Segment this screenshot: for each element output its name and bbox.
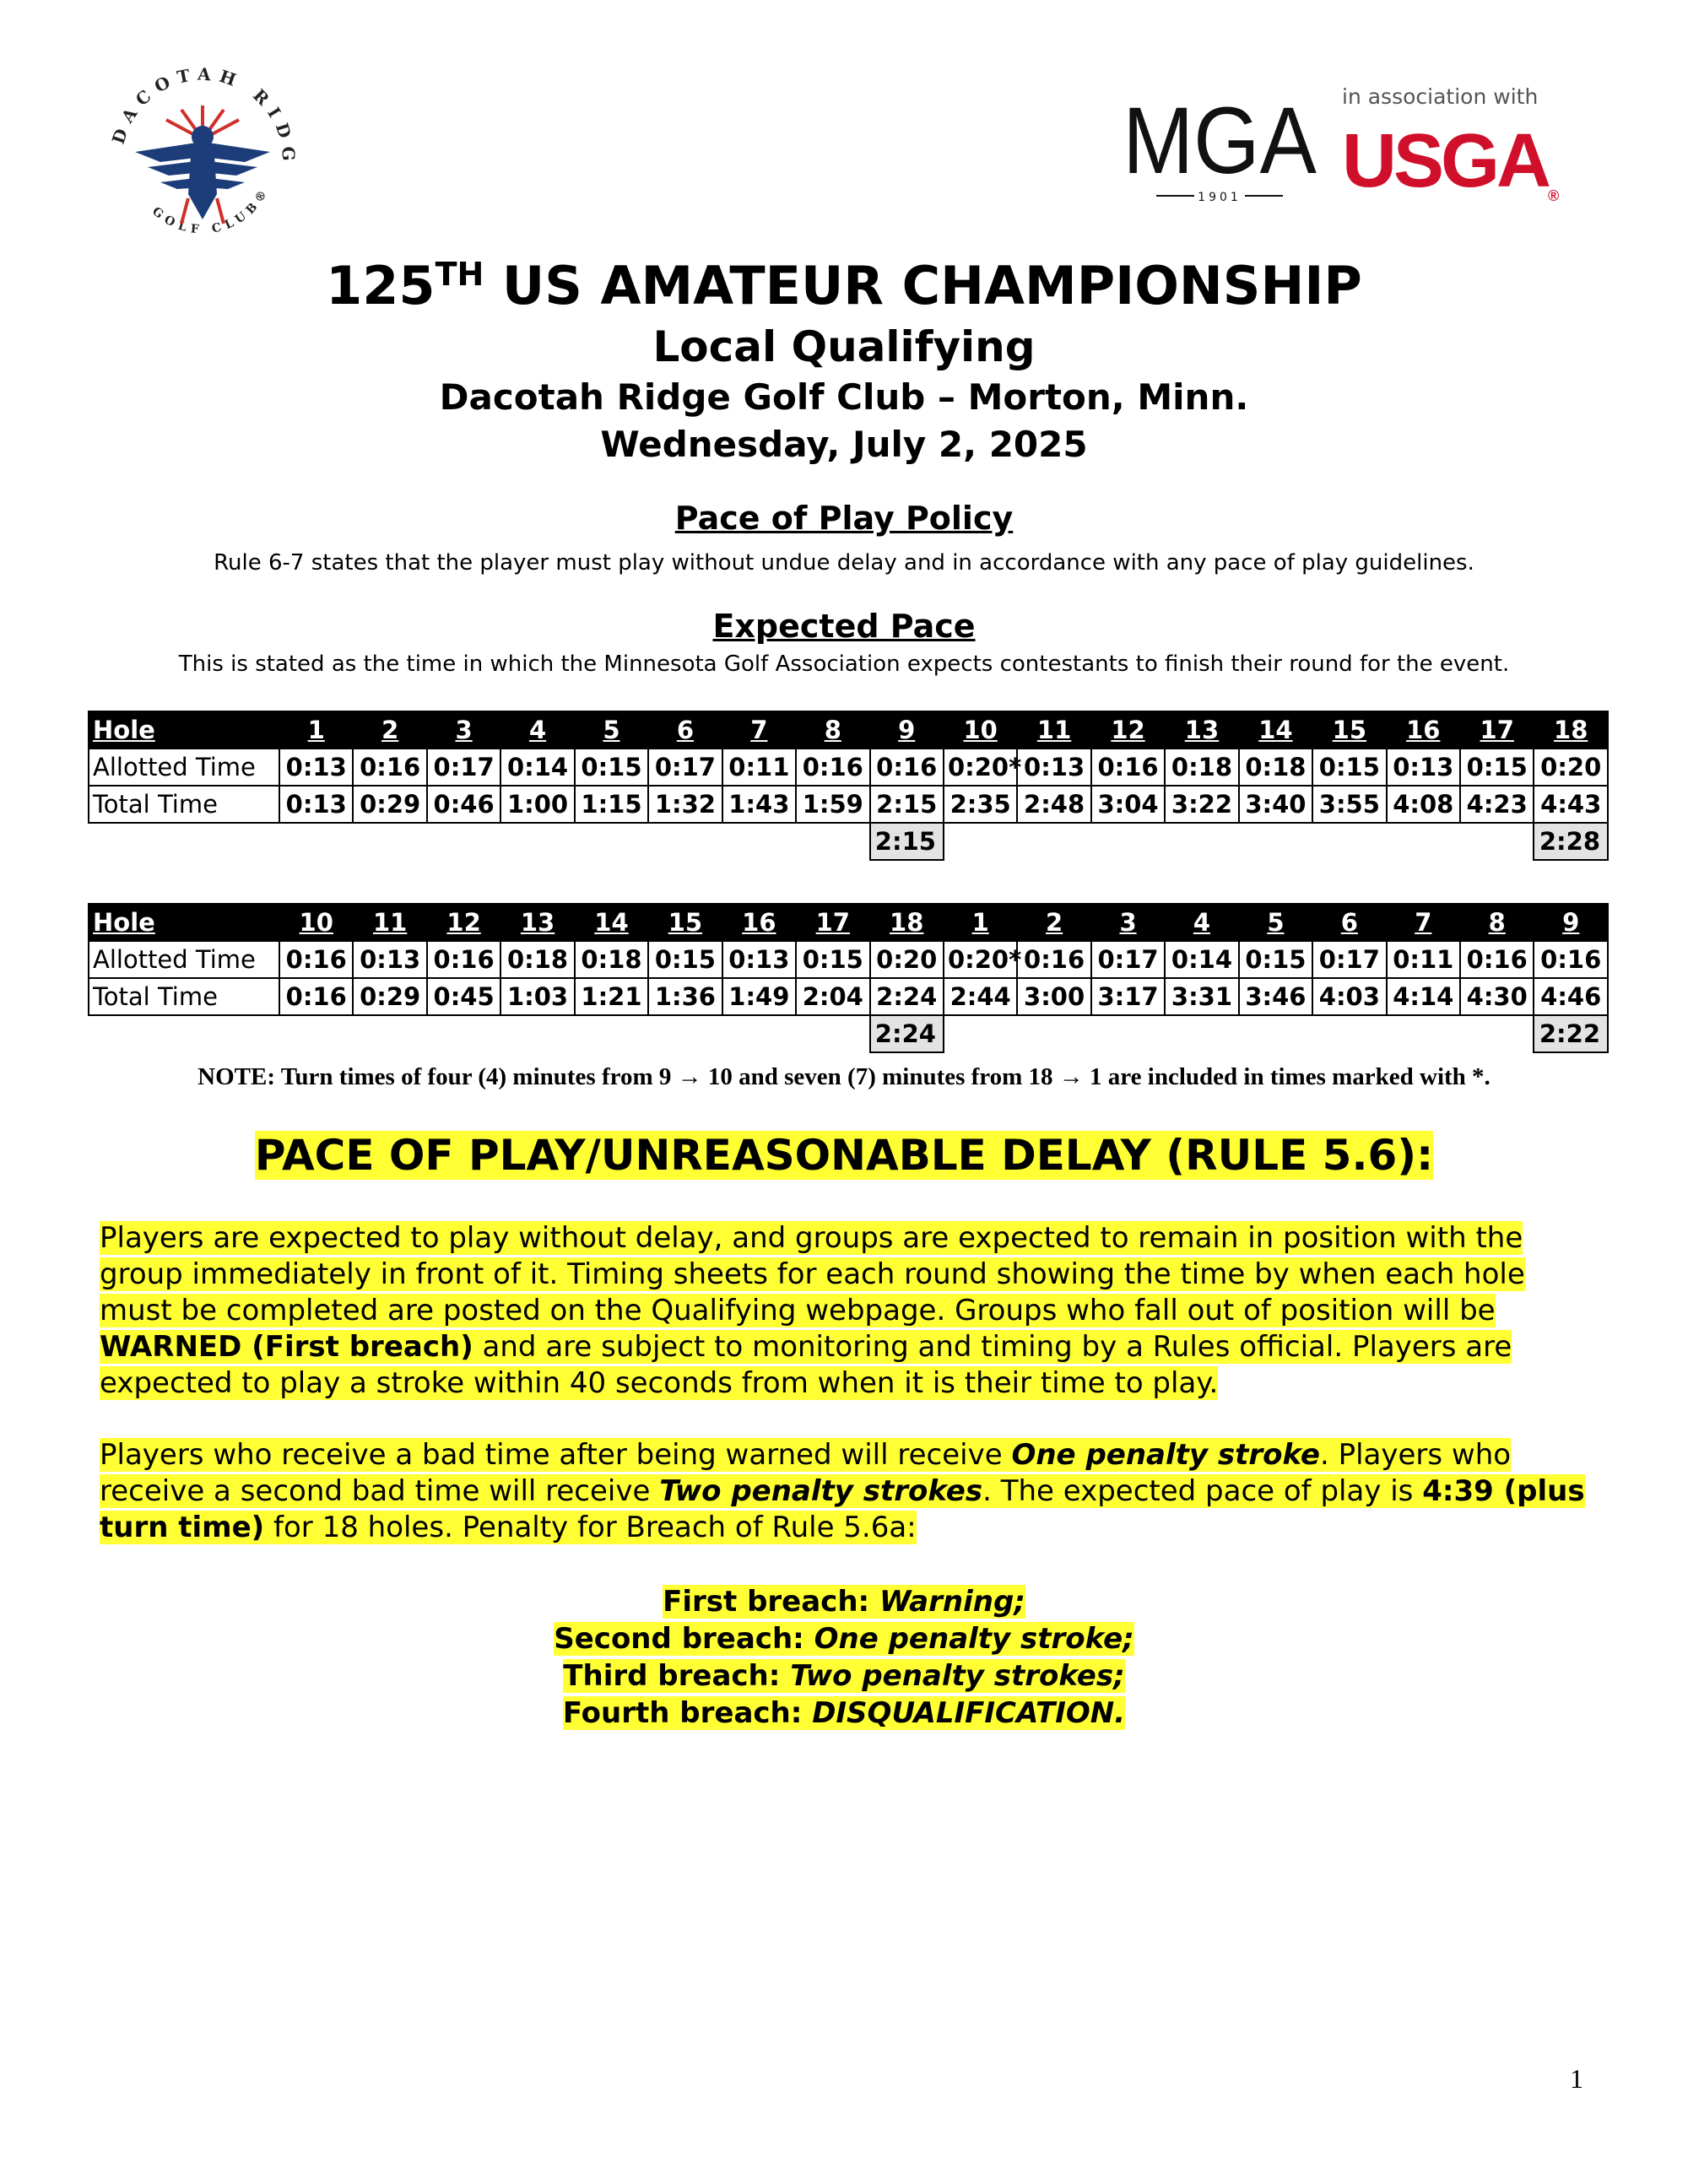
total-time-cell: 4:43: [1534, 786, 1608, 823]
hole-number: 1: [944, 904, 1017, 941]
hole-number: 12: [427, 904, 500, 941]
allotted-time-cell: 0:18: [575, 941, 648, 978]
total-time-cell: 3:40: [1239, 786, 1312, 823]
row-label: Allotted Time: [89, 941, 279, 978]
hole-number: 9: [870, 711, 944, 749]
hole-number: 4: [1165, 904, 1238, 941]
allotted-time-cell: 0:20*: [944, 749, 1017, 786]
hole-number: 12: [1091, 711, 1165, 749]
total-time-cell: 2:48: [1017, 786, 1090, 823]
usga-text: USGA: [1342, 119, 1549, 203]
total-time-cell: 4:30: [1460, 978, 1534, 1015]
allotted-time-cell: 0:16: [796, 749, 869, 786]
total-time-cell: 2:24: [870, 978, 944, 1015]
hole-number: 6: [648, 711, 722, 749]
hole-number: 13: [1165, 711, 1238, 749]
breach-item: Second breach: One penalty stroke;: [554, 1622, 1134, 1656]
allotted-time-cell: 0:18: [1239, 749, 1312, 786]
usga-registered: ®: [1548, 187, 1560, 204]
hole-number: 10: [279, 904, 353, 941]
allotted-time-cell: 0:13: [1017, 749, 1090, 786]
total-time-cell: 1:03: [500, 978, 574, 1015]
hole-number: 5: [575, 711, 648, 749]
total-time-cell: 1:15: [575, 786, 648, 823]
allotted-time-cell: 0:17: [648, 749, 722, 786]
allotted-time-cell: 0:16: [1017, 941, 1090, 978]
nine-subtotal: 2:24: [870, 1015, 944, 1052]
table-row: [89, 904, 1608, 941]
logo-top-text: DACOTAH RIDG: [107, 63, 300, 170]
total-time-cell: 3:55: [1312, 786, 1386, 823]
hole-number: 14: [575, 904, 648, 941]
mga-text: MGA: [1123, 88, 1317, 194]
subtotal-row: [89, 823, 1608, 860]
nine-subtotal: 2:22: [1534, 1015, 1608, 1052]
allotted-time-cell: 0:20: [870, 941, 944, 978]
allotted-time-cell: 0:13: [722, 941, 796, 978]
allotted-time-cell: 0:16: [1460, 941, 1534, 978]
hole-number: 9: [1534, 904, 1608, 941]
allotted-time-cell: 0:13: [1387, 749, 1460, 786]
total-time-cell: 4:08: [1387, 786, 1460, 823]
allotted-time-cell: 0:20: [1534, 749, 1608, 786]
allotted-time-cell: 0:18: [500, 941, 574, 978]
pace-paragraph-1: Players are expected to play without delay, and groups are expected to remain in position with the group immediately in front of it. Timing sheets for each round showing the time by when each hole must be completed are posted on the Qualifying webpage. Groups who fall out of position will be WARNED (First breach) and are subject to monitoring and timing by a Rules official. Players are expected to play a stroke within 40 seconds from when it is their time to play.: [100, 1221, 1525, 1400]
total-time-cell: 3:04: [1091, 786, 1165, 823]
allotted-time-cell: 0:18: [1165, 749, 1238, 786]
page-number: 1: [1570, 2063, 1583, 2094]
total-time-cell: 2:04: [796, 978, 869, 1015]
allotted-time-cell: 0:20*: [944, 941, 1017, 978]
pace-paragraph-2: Players who receive a bad time after being warned will receive One penalty stroke. Players who receive a second bad time will receive Two penalty strokes. The expected pace of play is 4:39 (plus turn time) for 18 holes. Penalty for Breach of Rule 5.6a:: [100, 1438, 1585, 1544]
mga-logo: [1123, 84, 1317, 211]
breach-item: Fourth breach: DISQUALIFICATION.: [562, 1696, 1126, 1730]
allotted-time-cell: 0:17: [427, 749, 500, 786]
subtotal-row: [89, 1015, 1608, 1052]
nine-subtotal: 2:28: [1534, 823, 1608, 860]
row-label: Total Time: [89, 786, 279, 823]
total-time-cell: 1:00: [500, 786, 574, 823]
hole-number: 11: [1017, 711, 1090, 749]
allotted-time-cell: 0:16: [1091, 749, 1165, 786]
hole-number: 13: [500, 904, 574, 941]
dacotah-ridge-logo: [97, 59, 308, 262]
total-time-cell: 1:32: [648, 786, 722, 823]
hole-number: 16: [722, 904, 796, 941]
page-title: 125TH US AMATEUR CHAMPIONSHIP: [326, 255, 1362, 316]
allotted-time-cell: 0:11: [722, 749, 796, 786]
hole-number: 7: [722, 711, 796, 749]
row-label: Hole: [89, 904, 279, 941]
hole-number: 5: [1239, 904, 1312, 941]
nine-subtotal: 2:15: [870, 823, 944, 860]
allotted-time-cell: 0:15: [648, 941, 722, 978]
hole-number: 7: [1387, 904, 1460, 941]
hole-number: 17: [1460, 711, 1534, 749]
total-time-cell: 0:29: [353, 978, 426, 1015]
table-row: [89, 978, 1608, 1015]
allotted-time-cell: 0:11: [1387, 941, 1460, 978]
hole-number: 16: [1387, 711, 1460, 749]
total-time-cell: 3:46: [1239, 978, 1312, 1015]
expected-pace-text: This is stated as the time in which the Minnesota Golf Association expects contestants to finish their round for the event.: [178, 651, 1510, 677]
table-row: [89, 786, 1608, 823]
table-row: [89, 941, 1608, 978]
hole-number: 14: [1239, 711, 1312, 749]
hole-number: 15: [1312, 711, 1386, 749]
hole-number: 2: [1017, 904, 1090, 941]
table-row: [89, 711, 1608, 749]
hole-number: 1: [279, 711, 353, 749]
allotted-time-cell: 0:13: [279, 749, 353, 786]
allotted-time-cell: 0:17: [1091, 941, 1165, 978]
hole-number: 18: [1534, 711, 1608, 749]
allotted-time-cell: 0:15: [796, 941, 869, 978]
row-label: Allotted Time: [89, 749, 279, 786]
allotted-time-cell: 0:16: [279, 941, 353, 978]
pace-of-play-heading: PACE OF PLAY/UNREASONABLE DELAY (RULE 5.6):: [254, 1131, 1434, 1180]
total-time-cell: 3:31: [1165, 978, 1238, 1015]
total-time-cell: 3:00: [1017, 978, 1090, 1015]
hole-number: 4: [500, 711, 574, 749]
allotted-time-cell: 0:14: [1165, 941, 1238, 978]
hole-number: 6: [1312, 904, 1386, 941]
event-date: Wednesday, July 2, 2025: [600, 424, 1088, 465]
row-label: Total Time: [89, 978, 279, 1015]
mga-year: 1901: [1198, 191, 1242, 204]
hole-number: 18: [870, 904, 944, 941]
breach-item: First breach: Warning;: [663, 1585, 1025, 1619]
total-time-cell: 3:22: [1165, 786, 1238, 823]
row-label: Hole: [89, 711, 279, 749]
total-time-cell: 4:14: [1387, 978, 1460, 1015]
allotted-time-cell: 0:15: [1460, 749, 1534, 786]
hole-number: 8: [1460, 904, 1534, 941]
allotted-time-cell: 0:16: [870, 749, 944, 786]
total-time-cell: 1:49: [722, 978, 796, 1015]
allotted-time-cell: 0:15: [1239, 941, 1312, 978]
hole-number: 3: [1091, 904, 1165, 941]
allotted-time-cell: 0:17: [1312, 941, 1386, 978]
total-time-cell: 4:03: [1312, 978, 1386, 1015]
total-time-cell: 1:21: [575, 978, 648, 1015]
pace-table-back: [88, 903, 1609, 1053]
policy-heading: Pace of Play Policy: [674, 500, 1014, 537]
allotted-time-cell: 0:16: [1534, 941, 1608, 978]
hole-number: 3: [427, 711, 500, 749]
total-time-cell: 0:46: [427, 786, 500, 823]
hole-number: 15: [648, 904, 722, 941]
total-time-cell: 0:29: [353, 786, 426, 823]
total-time-cell: 1:59: [796, 786, 869, 823]
total-time-cell: 0:16: [279, 978, 353, 1015]
breach-item: Third breach: Two penalty strokes;: [563, 1659, 1125, 1693]
hole-number: 17: [796, 904, 869, 941]
total-time-cell: 1:36: [648, 978, 722, 1015]
total-time-cell: 2:35: [944, 786, 1017, 823]
association-text: in association with: [1342, 84, 1539, 109]
hole-number: 2: [353, 711, 426, 749]
allotted-time-cell: 0:15: [1312, 749, 1386, 786]
total-time-cell: 2:44: [944, 978, 1017, 1015]
page-subtitle: Local Qualifying: [652, 322, 1036, 371]
total-time-cell: 0:13: [279, 786, 353, 823]
total-time-cell: 4:46: [1534, 978, 1608, 1015]
logo-bottom-text: GOLF CLUB®: [149, 183, 273, 237]
table-row: [89, 749, 1608, 786]
usga-logo: [1342, 118, 1559, 205]
total-time-cell: 2:15: [870, 786, 944, 823]
total-time-cell: 4:23: [1460, 786, 1534, 823]
policy-text: Rule 6-7 states that the player must play without undue delay and in accordance with any pace of play guidelines.: [214, 550, 1474, 576]
venue: Dacotah Ridge Golf Club – Morton, Minn.: [439, 376, 1249, 418]
hole-number: 8: [796, 711, 869, 749]
allotted-time-cell: 0:13: [353, 941, 426, 978]
allotted-time-cell: 0:15: [575, 749, 648, 786]
total-time-cell: 0:45: [427, 978, 500, 1015]
allotted-time-cell: 0:16: [427, 941, 500, 978]
total-time-cell: 1:43: [722, 786, 796, 823]
hole-number: 10: [944, 711, 1017, 749]
pace-table-front: [88, 711, 1609, 861]
allotted-time-cell: 0:16: [353, 749, 426, 786]
turn-time-note: NOTE: Turn times of four (4) minutes from 9 → 10 and seven (7) minutes from 18 → 1 are included in times marked with *.: [197, 1063, 1491, 1090]
expected-pace-heading: Expected Pace: [712, 608, 976, 645]
hole-number: 11: [353, 904, 426, 941]
allotted-time-cell: 0:14: [500, 749, 574, 786]
breach-list: [0, 1583, 1688, 1732]
total-time-cell: 3:17: [1091, 978, 1165, 1015]
